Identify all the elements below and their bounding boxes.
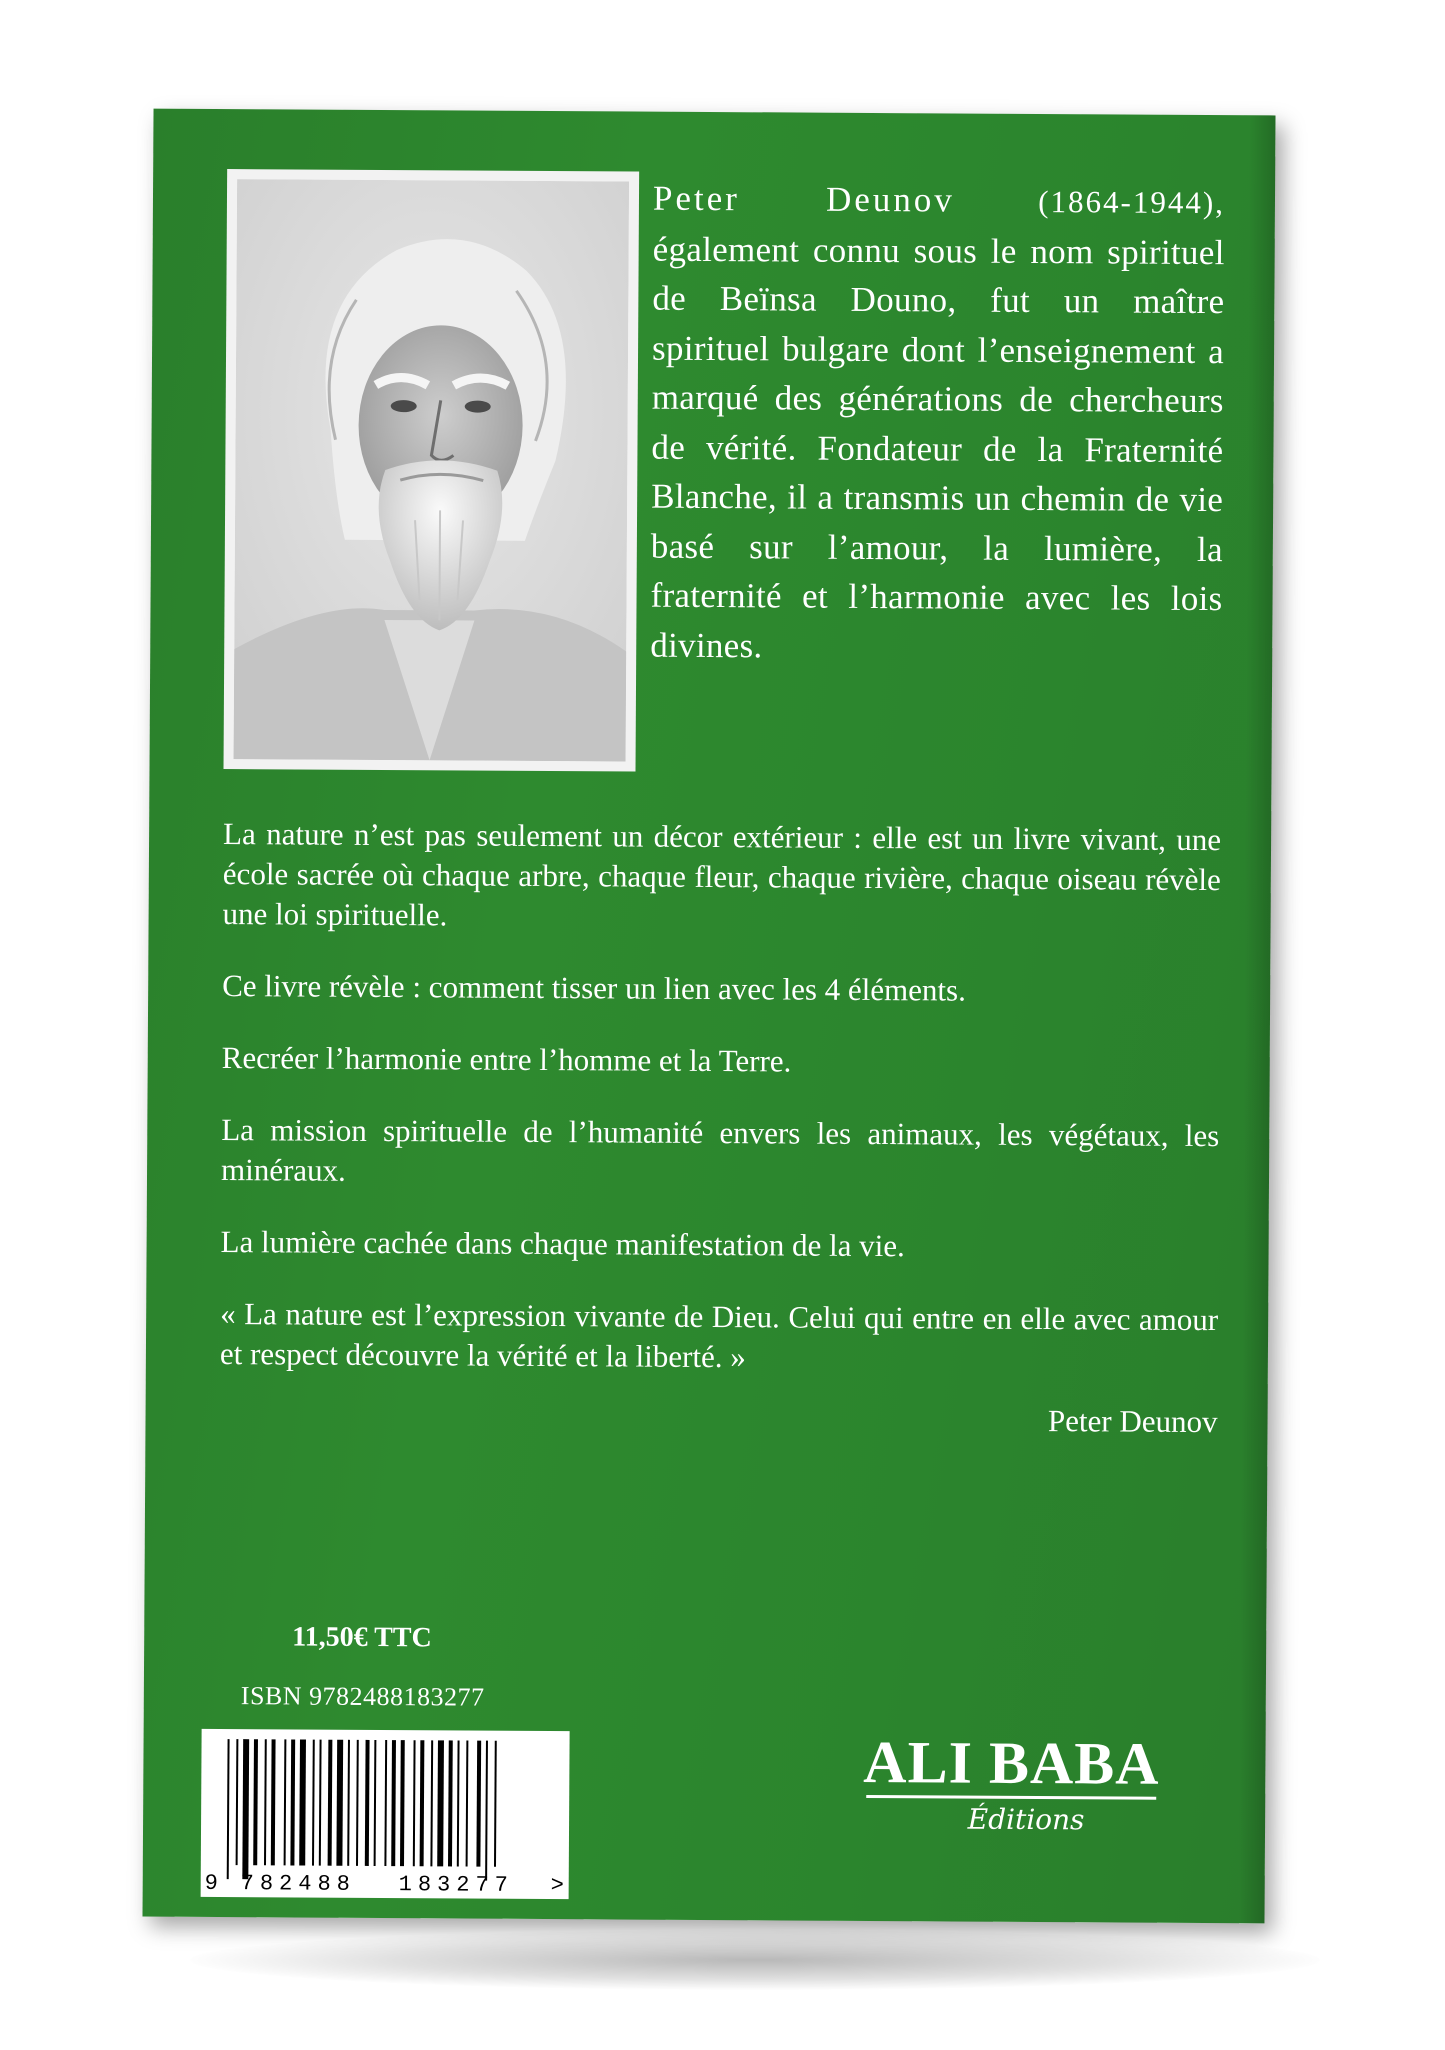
barcode-bar [299, 1740, 306, 1866]
publisher-sub: Éditions [967, 1802, 1085, 1837]
barcode-bar [264, 1739, 267, 1865]
author-portrait [223, 169, 639, 772]
barcode-bar [374, 1740, 377, 1866]
barcode-group2: 183277 [398, 1872, 514, 1898]
barcode-bar [312, 1740, 315, 1866]
barcode-bar [356, 1740, 359, 1866]
barcode-bar [290, 1739, 295, 1865]
quote: « La nature est l’expression vivante de Dieu. Celui qui entre en elle avec amour et respect découvre la vérité et la liberté. » [219, 1296, 1219, 1375]
author-bio-text: également connu sous le nom spirituel de Beïnsa Douno, fut un maître spirituel bulgare dont l’enseignement a marqué des générations de chercheurs de vérité. Fondateur de la Fraternité Blanche, il a transmis un chemin de vie basé sur l’amour, la lumière, la fraternité et l’harmonie avec les lois divines. [650, 229, 1225, 665]
barcode-arrow: > [550, 1873, 564, 1899]
publisher-logo [846, 1729, 1177, 1851]
barcode [201, 1729, 570, 1899]
isbn: ISBN 9782488183277 [240, 1681, 485, 1712]
barcode-bar [253, 1739, 258, 1865]
barcode-bar [242, 1739, 249, 1879]
book-shadow [190, 1930, 1320, 1990]
barcode-bar [466, 1741, 469, 1867]
description-paragraph: La nature n’est pas seulement un décor extérieur : elle est un livre vivant, une école sacrée où chaque arbre, chaque fleur, chaque rivière, chaque oiseau révèle une loi spirituelle. [222, 816, 1222, 933]
description-paragraph: La lumière cachée dans chaque manifestation de la vie. [220, 1224, 905, 1264]
quote-attribution: Peter Deunov [1047, 1403, 1218, 1440]
barcode-bar [437, 1740, 444, 1866]
barcode-bar [336, 1740, 343, 1866]
book-back-cover [142, 109, 1275, 1924]
barcode-bar [284, 1739, 287, 1865]
barcode-bar [236, 1739, 239, 1865]
description-paragraph: Ce livre révèle : comment tisser un lien avec les 4 éléments. [222, 968, 967, 1008]
barcode-bar [365, 1740, 370, 1866]
barcode-bar [476, 1741, 481, 1867]
barcode-bar [271, 1739, 276, 1865]
barcode-bar [485, 1741, 488, 1881]
description [219, 814, 1221, 1474]
barcode-bar [400, 1740, 405, 1866]
author-name: Peter Deunov [652, 178, 955, 220]
barcode-bar [384, 1740, 387, 1866]
barcode-bar [319, 1740, 322, 1866]
barcode-bar [448, 1740, 453, 1866]
barcode-first-digit: 9 [204, 1870, 218, 1897]
barcode-bar [430, 1740, 433, 1866]
barcode-bar [494, 1741, 497, 1867]
description-paragraph: Recréer l’harmonie entre l’homme et la Terre. [221, 1040, 792, 1079]
author-dates: (1864-1944), [1038, 183, 1226, 221]
barcode-bar [413, 1740, 416, 1866]
barcode-bar [420, 1740, 425, 1866]
author-bio [650, 174, 1225, 673]
description-paragraph: La mission spirituelle de l’humanité envers les animaux, les végétaux, les minéraux. [220, 1112, 1220, 1188]
barcode-bar [391, 1740, 396, 1866]
barcode-bar [328, 1740, 333, 1866]
barcode-group1: 782488 [240, 1871, 356, 1897]
barcode-bar [457, 1740, 460, 1866]
barcode-bar [347, 1740, 350, 1866]
barcode-bar [227, 1739, 230, 1879]
publisher-name: ALI BABA [863, 1728, 1160, 1797]
price: 11,50€ TTC [292, 1621, 432, 1654]
